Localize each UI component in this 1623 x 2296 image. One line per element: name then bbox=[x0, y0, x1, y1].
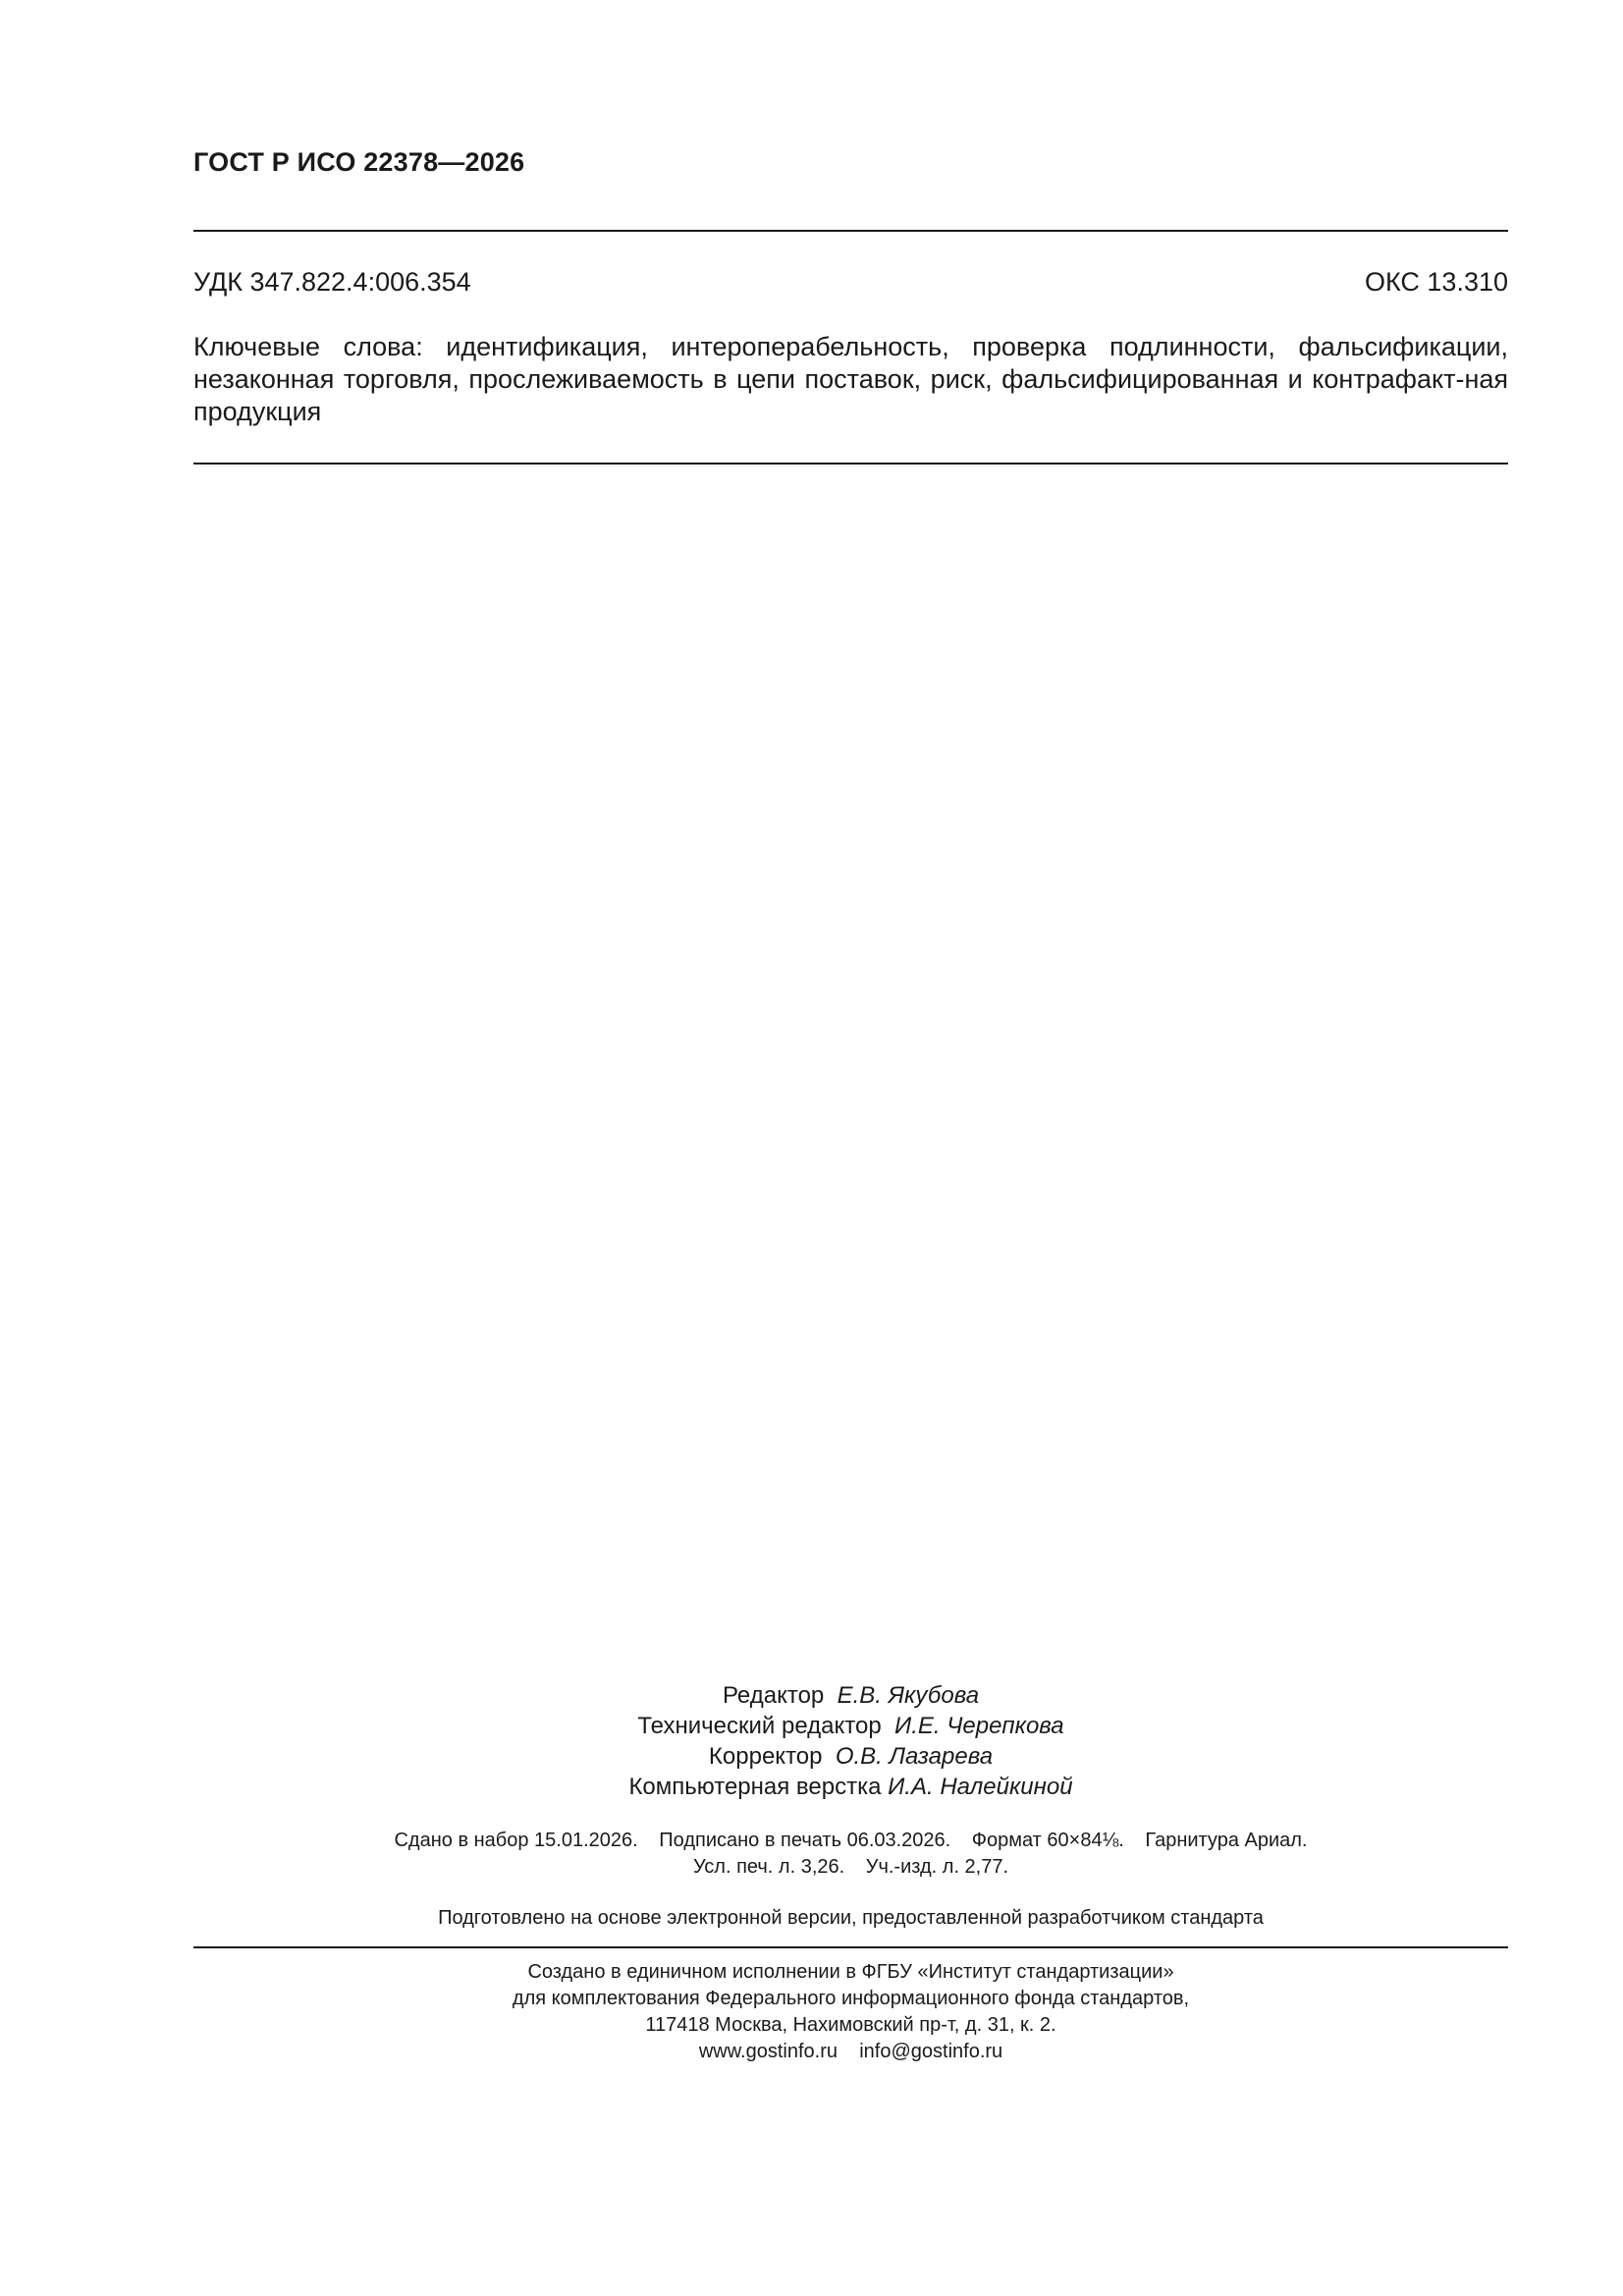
editor-label: Редактор bbox=[722, 1682, 825, 1709]
keywords-paragraph: Ключевые слова: идентификация, интероперабельность, проверка подлинности, фальсификации, незаконная торговля, прослеживаемость в цепи поставок, риск, фальсифицированная и контрафакт-ная продукция bbox=[193, 332, 1508, 426]
oks-code: ОКС 13.310 bbox=[1364, 267, 1508, 297]
udk-code: УДК 347.822.4:006.354 bbox=[193, 267, 471, 297]
layout-line bbox=[193, 1772, 1508, 1802]
created-line-1: Создано в единичном исполнении в ФГБУ «Институт стандартизации» bbox=[527, 1961, 1174, 1983]
contacts-line bbox=[193, 2039, 1508, 2065]
bottom-divider bbox=[193, 1946, 1508, 1948]
tech-editor-line bbox=[193, 1711, 1508, 1741]
print-sheets: Усл. печ. л. 3,26. bbox=[692, 1856, 845, 1878]
editor-line bbox=[193, 1680, 1508, 1711]
corrector-line bbox=[193, 1741, 1508, 1772]
print-info-line-1 bbox=[193, 1828, 1508, 1854]
typeface: Гарнитура Ариал. bbox=[1145, 1830, 1308, 1851]
corrector-label: Корректор bbox=[708, 1743, 823, 1770]
print-info-line-2 bbox=[193, 1854, 1508, 1881]
signed-date: Подписано в печать 06.03.2026. bbox=[659, 1830, 951, 1851]
tech-editor-label: Технический редактор bbox=[637, 1713, 882, 1739]
prepared-note: Подготовлено на основе электронной версии, предоставленной разработчиком стандарта bbox=[438, 1907, 1264, 1929]
keywords-divider bbox=[193, 463, 1508, 465]
created-block bbox=[193, 1959, 1508, 2065]
tech-editor-name: И.Е. Черепкова bbox=[894, 1713, 1064, 1739]
document-identifier: ГОСТ Р ИСО 22378—2026 bbox=[193, 147, 525, 177]
top-divider bbox=[193, 230, 1508, 232]
publisher-sheets: Уч.-изд. л. 2,77. bbox=[865, 1856, 1009, 1878]
paper-format: Формат 60×84⅛. bbox=[971, 1830, 1124, 1851]
created-line-3: 117418 Москва, Нахимовский пр-т, д. 31, к. 2. bbox=[645, 2014, 1056, 2036]
layout-label: Компьютерная верстка bbox=[628, 1774, 882, 1800]
submitted-date: Сдано в набор 15.01.2026. bbox=[394, 1830, 638, 1851]
print-info-block bbox=[193, 1828, 1508, 1881]
classification-row bbox=[193, 267, 1508, 298]
credits-block bbox=[193, 1680, 1508, 1802]
website-link[interactable]: www.gostinfo.ru bbox=[698, 2041, 838, 2062]
corrector-name: О.В. Лазарева bbox=[835, 1743, 994, 1770]
editor-name: Е.В. Якубова bbox=[837, 1682, 980, 1709]
layout-name: И.А. Налейкиной bbox=[888, 1774, 1073, 1800]
email-link[interactable]: info@gostinfo.ru bbox=[859, 2041, 1003, 2062]
created-line-2: для комплектования Федерального информационного фонда стандартов, bbox=[512, 1988, 1190, 2009]
